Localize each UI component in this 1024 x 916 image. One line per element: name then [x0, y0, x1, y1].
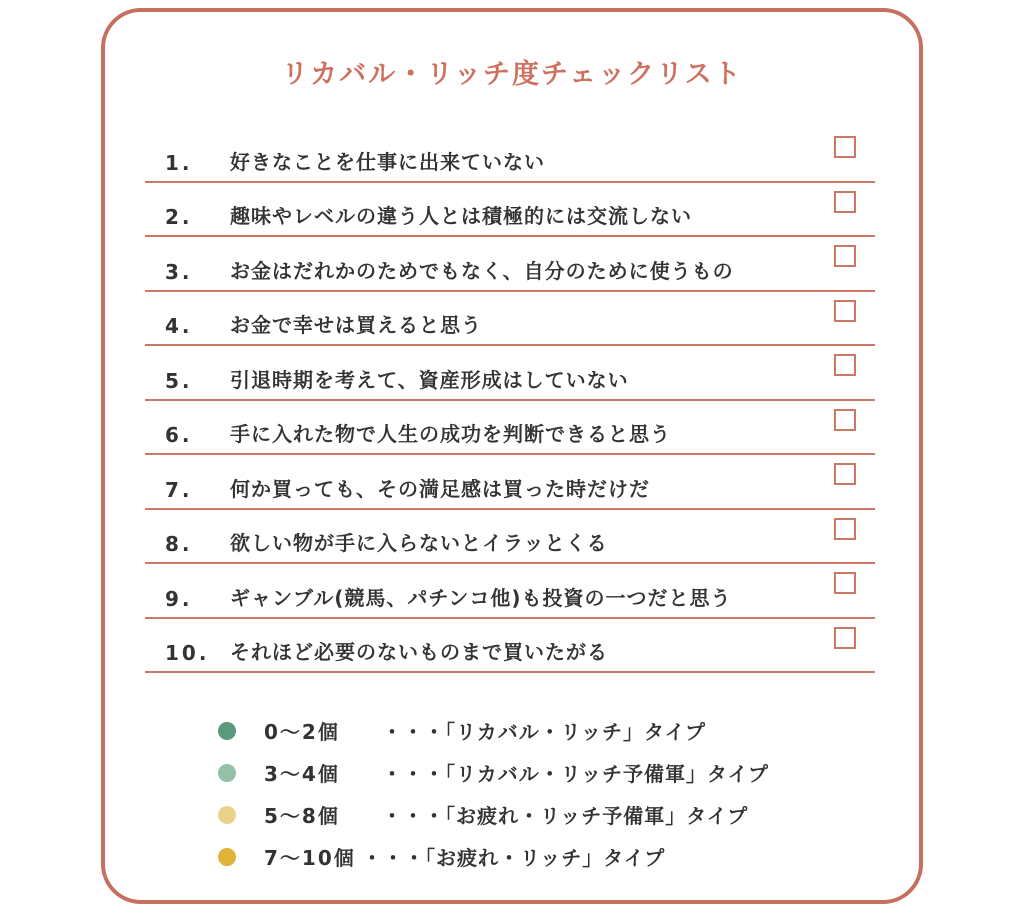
item-text: 趣味やレベルの違う人とは積極的には交流しない: [230, 204, 692, 228]
item-checkbox[interactable]: [834, 300, 856, 322]
item-number: 4.: [165, 314, 193, 338]
dot-icon: [218, 806, 236, 824]
checklist-item: [145, 510, 875, 565]
item-number: 7.: [165, 477, 193, 502]
item-checkbox[interactable]: [834, 463, 856, 485]
item-number: 5.: [165, 368, 193, 393]
item-number: 10.: [165, 641, 210, 665]
item-text: 好きなことを仕事に出来ていない: [230, 149, 545, 174]
checklist: [145, 128, 875, 673]
dot-icon: [218, 722, 236, 740]
legend-range: 3〜4個: [264, 762, 340, 786]
legend-description: ・・・「お疲れ・リッチ」タイプ: [362, 846, 666, 870]
checklist-item: [145, 237, 875, 292]
item-checkbox[interactable]: [834, 191, 856, 213]
item-number: 3.: [165, 259, 193, 284]
result-legend: [214, 710, 854, 878]
item-text: 欲しい物が手に入らないとイラッとくる: [230, 531, 608, 555]
checklist-item: [145, 183, 875, 238]
legend-range: 5〜8個: [264, 804, 340, 828]
item-checkbox[interactable]: [834, 354, 856, 376]
dot-icon: [218, 848, 236, 866]
checklist-item: [145, 401, 875, 456]
legend-description: ・・・「リカバル・リッチ予備軍」タイプ: [382, 762, 769, 786]
item-checkbox[interactable]: [834, 627, 856, 649]
dot-icon: [218, 764, 236, 782]
item-checkbox[interactable]: [834, 136, 856, 158]
legend-row: [214, 710, 854, 752]
item-checkbox[interactable]: [834, 572, 856, 594]
checklist-item: [145, 346, 875, 401]
checklist-item: [145, 292, 875, 347]
item-number: 9.: [165, 586, 193, 611]
legend-row: [214, 836, 854, 878]
checklist-item: [145, 455, 875, 510]
item-number: 2.: [165, 205, 193, 229]
legend-range: 7〜10個: [264, 846, 356, 870]
legend-description: ・・・「リカバル・リッチ」タイプ: [382, 720, 706, 744]
checklist-item: [145, 564, 875, 619]
checklist-item: [145, 619, 875, 674]
legend-row: [214, 794, 854, 836]
item-text: それほど必要のないものまで買いたがる: [230, 640, 608, 664]
item-number: 1.: [165, 150, 193, 175]
page-title: リカバル・リッチ度チェックリスト: [281, 59, 743, 90]
item-number: 8.: [165, 532, 193, 556]
item-checkbox[interactable]: [834, 245, 856, 267]
item-checkbox[interactable]: [834, 518, 856, 540]
item-checkbox[interactable]: [834, 409, 856, 431]
item-text: 手に入れた物で人生の成功を判断できると思う: [230, 422, 671, 446]
legend-description: ・・・「お疲れ・リッチ予備軍」タイプ: [382, 804, 749, 828]
checklist-item: [145, 128, 875, 183]
item-text: お金はだれかのためでもなく、自分のために使うもの: [230, 258, 734, 283]
item-text: 引退時期を考えて、資産形成はしていない: [230, 367, 629, 392]
item-text: お金で幸せは買えると思う: [230, 313, 482, 337]
item-text: ギャンブル(競馬、パチンコ他)も投資の一つだと思う: [230, 585, 732, 610]
legend-range: 0〜2個: [264, 720, 340, 744]
legend-row: [214, 752, 854, 794]
item-text: 何か買っても、その満足感は買った時だけだ: [230, 476, 650, 501]
item-number: 6.: [165, 423, 193, 447]
